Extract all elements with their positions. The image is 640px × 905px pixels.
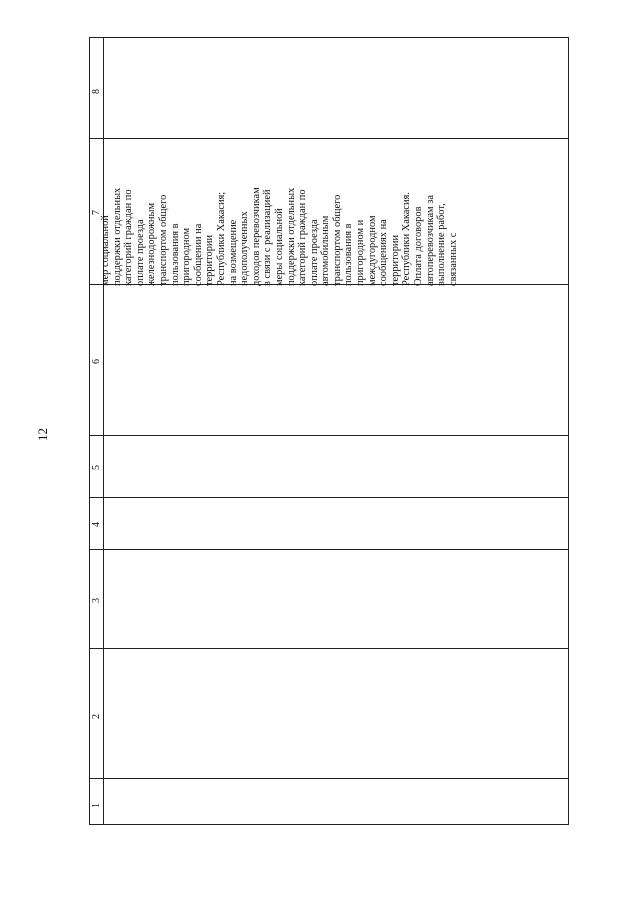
column-number-5: 5: [91, 465, 102, 470]
column-7-text: [100, 138, 459, 286]
text-line: территории: [204, 234, 216, 286]
text-line: оплате проезда: [308, 219, 320, 286]
text-line: поддержки отдельных: [111, 187, 123, 286]
column-number-6: 6: [91, 359, 102, 364]
column-divider-6-5: [90, 435, 568, 436]
text-line: связанных с: [447, 232, 459, 286]
text-line: меры социальной: [273, 208, 285, 286]
text-line: в связи с реализацией: [262, 189, 274, 286]
text-line: междугородном: [366, 215, 378, 286]
column-number-2: 2: [91, 714, 102, 719]
text-line: выполнение работ,: [436, 203, 448, 286]
column-number-4: 4: [91, 522, 102, 527]
text-line: категорий граждан по: [123, 189, 135, 286]
text-line: недополученных: [239, 211, 251, 286]
column-divider-3-2: [90, 648, 568, 649]
text-line: категорий граждан по: [297, 189, 309, 286]
text-line: на возмещение: [227, 219, 239, 286]
text-line: поддержки отдельных: [285, 187, 297, 286]
text-line: доходов перевозчикам: [250, 187, 262, 286]
text-line: мер социальной: [100, 215, 111, 286]
text-line: пригородном и: [355, 219, 367, 286]
text-line: сообщениях на: [378, 219, 390, 286]
column-number-8: 8: [91, 89, 102, 94]
text-line: автоперевозчикам за: [424, 195, 436, 286]
column-7-cell: [100, 138, 540, 286]
column-number-1: 1: [91, 803, 102, 808]
text-line: сообщении на: [192, 223, 204, 286]
column-divider-2-1: [90, 778, 568, 779]
column-divider-4-3: [90, 549, 568, 550]
text-line: территории: [389, 234, 401, 286]
column-number-7: 7: [91, 210, 102, 215]
text-line: автомобильным: [320, 215, 332, 286]
page-number: 12: [35, 428, 50, 441]
text-line: Республики Хакасия.: [401, 192, 413, 286]
text-line: транспортом общего: [331, 194, 343, 286]
text-line: Оплата договоров: [413, 206, 425, 286]
column-divider-5-4: [90, 497, 568, 498]
column-number-3: 3: [91, 598, 102, 603]
text-line: пользования в: [169, 223, 181, 286]
text-line: транспортом общего: [157, 194, 169, 286]
text-line: пригородном: [181, 227, 193, 286]
text-line: Республики Хакасия;: [215, 191, 227, 286]
text-line: пользования в: [343, 223, 355, 286]
text-line: железнодорожным: [146, 202, 158, 286]
text-line: оплате проезда: [134, 219, 146, 286]
